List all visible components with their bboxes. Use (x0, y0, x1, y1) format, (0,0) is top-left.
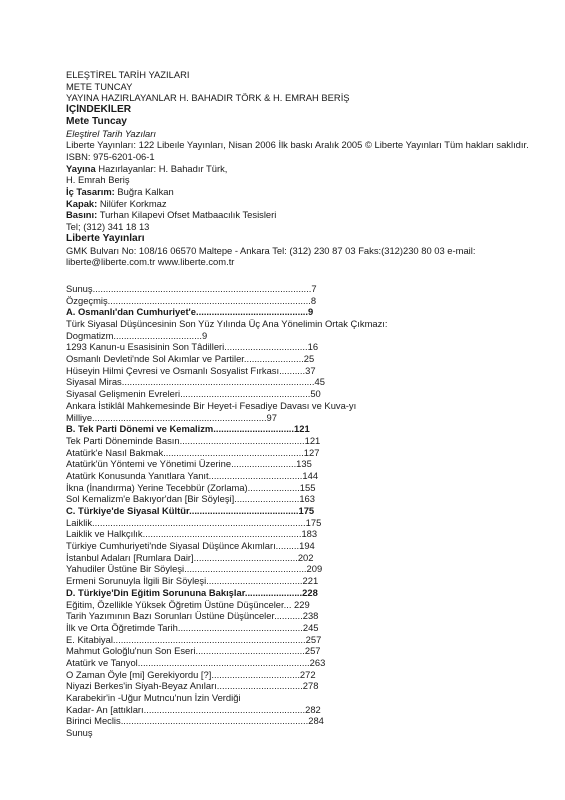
toc-section-heading: C. Türkiye'de Siyasal Kültür..........................................175 (66, 505, 315, 517)
publisher-name: Liberte Yayınları (66, 232, 145, 244)
toc-entry: Milliye...................................................................97 (66, 411, 277, 423)
toc-entry: Türk Siyasal Düşüncesinin Son Yüz Yılında Üç Ana Yönelimin Ortak Çıkmazı: (66, 318, 388, 330)
toc-entry: İstanbul Adaları [Rumlara Dair]........................................202 (66, 551, 314, 563)
toc-entry: Niyazi Berkes'in Siyah-Beyaz Anıları.................................278 (66, 680, 319, 692)
toc-entry: E. Kitabiyal..........................................................................257 (66, 633, 322, 645)
toc-entry: O Zaman Öyle [mi] Gerekiyordu [?]..................................272 (66, 668, 316, 680)
design-value: Buğra Kalkan (114, 186, 174, 198)
toc-section-heading: B. Tek Parti Dönemi ve Kemalizm...............................121 (66, 423, 310, 435)
print-label: Basını: (66, 209, 98, 221)
toc-entry: İlk ve Orta Öğretimde Tarih................................................245 (66, 621, 319, 633)
spacer (66, 268, 536, 283)
design-label: İç Tasarım: (66, 186, 115, 198)
toc-entry: Tarih Yazımının Bazı Sorunları Üstüne Düşünceler...........238 (66, 610, 319, 622)
publication-info: Liberte Yayınları: 122 Libeıle Yayınları, Nisan 2006 İlk baskı Aralık 2005 © Liberte Yayınları Tüm hakları saklıdır. ISBN: 975-6201-06-1 (66, 139, 529, 162)
book-title: Eleştirel Tarih Yazıları (66, 127, 156, 139)
toc-entry: Sunuş....................................................................................7 (66, 282, 317, 294)
toc-entry: Birinci Meclis........................................................................284 (66, 715, 324, 727)
toc-entry: Mahmut Goloğlu'nun Son Eseri..........................................257 (66, 645, 321, 657)
editors-credit-cont: H. Emrah Beriş (66, 174, 130, 186)
toc-entry: Dogmatizm..................................9 (66, 329, 208, 341)
toc-section-heading: D. Türkiye'Din Eğitim Sorununa Bakışlar......................228 (66, 586, 318, 598)
toc-entry: Ermeni Sorunuyla İlgili Bir Söyleşi.....................................221 (66, 575, 319, 587)
contents-heading: İÇİNDEKİLER (66, 104, 132, 116)
toc-entry: Yahudiler Üstüne Bir Söyleşi...............................................209 (66, 563, 323, 575)
print-tel: Tel; (312) 341 18 13 (66, 221, 150, 233)
toc-entry: Hüseyin Hilmi Çevresi ve Osmanlı Sosyalist Fırkası..........37 (66, 364, 316, 376)
toc-entry: Atatürk Konusunda Yanıtlara Yanıt....................................144 (66, 469, 319, 481)
toc-entry: Atatürk ve Tanyol..................................................................263 (66, 656, 326, 668)
print-value: Turhan Kilapevi Ofset Matbaacılık Tesisleri (97, 209, 277, 221)
toc-entry: Özgeçmiş..............................................................................8 (66, 294, 317, 306)
toc-entry: Sunuş (66, 727, 93, 739)
header-author: METE TUNCAY (66, 80, 133, 92)
document-page (66, 69, 536, 739)
toc-entry: Atatürk'ün Yöntemi ve Yönetimi Üzerine.........................135 (66, 458, 312, 470)
cover-label: Kapak: (66, 197, 98, 209)
toc-entry: Eğitim, Özellikle Yüksek Öğretim Üstüne Düşünceler... 229 (66, 598, 310, 610)
toc-entry: Karabekir'in -Uğur Mutncu'nun İzin Verdiği (66, 692, 241, 704)
table-of-contents (66, 283, 536, 739)
toc-entry: İkna (İnandırma) Yerine Tecebbür (Zorlama)....................155 (66, 481, 316, 493)
editors-credit (66, 163, 536, 175)
cover-value: Nilüfer Korkmaz (97, 197, 167, 209)
toc-entry: Siyasal Miras..........................................................................45 (66, 376, 325, 388)
toc-section-heading: A. Osmanlı'dan Cumhuriyet'e...........................................9 (66, 306, 314, 318)
toc-entry: 1293 Kanun-u Esasisinin Son Tâdilleri................................16 (66, 341, 319, 353)
design-credit (66, 186, 536, 198)
toc-entry: Osmanlı Devleti'nde Sol Akımlar ve Partiler.......................25 (66, 353, 315, 365)
toc-entry: Ankara İstiklâl Mahkemesinde Bir Heyet-i Fesadiye Davası ve Kuva-yı (66, 399, 357, 411)
editors-value: Hazırlayanlar: H. Bahadır Türk, (95, 162, 228, 174)
toc-entry: Türkiye Cumhuriyeti'nde Siyasal Düşünce Akımları.........194 (66, 540, 315, 552)
cover-credit (66, 198, 536, 210)
author-name: Mete Tuncay (66, 115, 127, 127)
editors-label: Yayına (66, 162, 96, 174)
toc-entry: Sol Kemalizm'e Bakıyor'dan [Bir Söyleşi].........................163 (66, 493, 315, 505)
toc-entry: Laiklik ve Halkçılık.............................................................183 (66, 528, 318, 540)
toc-entry: Siyasal Gelişmenin Evreleri..................................................50 (66, 388, 321, 400)
header-title: ELEŞTİREL TARİH YAZILARI (66, 69, 190, 80)
toc-entry: Laiklik..................................................................................175 (66, 516, 322, 528)
toc-entry: Tek Parti Döneminde Basın................................................121 (66, 434, 321, 446)
publisher-address: GMK Bulvarı No: 108/16 06570 Maltepe - Ankara Tel: (312) 230 87 03 Faks:(312)230 80 03 e-mail: liberte@liberte.com.tr www.liberte.com.tr (66, 244, 476, 268)
toc-entry: Atatürk'e Nasıl Bakmak......................................................127 (66, 446, 320, 458)
print-credit (66, 209, 536, 221)
header-editors: YAYINA HAZIRLAYANLAR H. BAHADIR TÖRK & H. EMRAH BERİŞ (66, 92, 350, 104)
toc-entry: Kadar- An [attıkları..............................................................282 (66, 703, 321, 715)
